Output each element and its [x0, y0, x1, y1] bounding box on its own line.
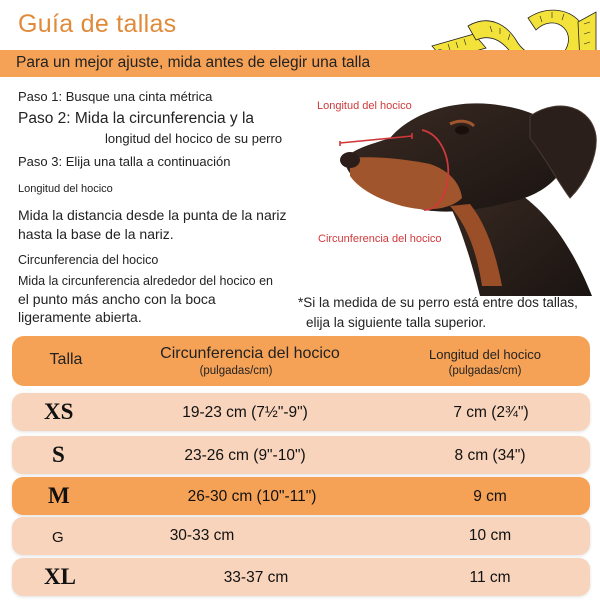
header-circumference-unit: (pulgadas/cm)	[199, 365, 273, 377]
length-heading: Longitud del hocico	[18, 183, 113, 195]
note-line-2: elija la siguiente talla superior.	[306, 315, 487, 330]
row-circumference: 26-30 cm (10"-11")	[187, 488, 317, 505]
header-size: Talla	[49, 351, 83, 368]
table-row-m	[12, 477, 590, 515]
diagram-length-label: Longitud del hocico	[317, 100, 412, 112]
circ-text-line-3: ligeramente abierta.	[18, 309, 142, 325]
step-3: Paso 3: Elija una talla a continuación	[18, 154, 231, 169]
row-circumference: 23-26 cm (9"-10")	[184, 447, 306, 464]
length-text-line-2: hasta la base de la nariz.	[18, 226, 174, 242]
row-size: XL	[44, 564, 76, 589]
row-length: 10 cm	[468, 527, 512, 544]
page-title: Guía de tallas	[18, 10, 177, 38]
row-length: 9 cm	[473, 488, 507, 505]
row-circumference: 19-23 cm (7½"-9")	[182, 404, 308, 421]
header-circumference: Circunferencia del hocico	[160, 345, 340, 362]
step-2-line-2: longitud del hocico de su perro	[105, 131, 283, 146]
banner-text: Para un mejor ajuste, mida antes de elegir una talla	[16, 54, 371, 71]
header-length-unit: (pulgadas/cm)	[448, 365, 522, 377]
circ-text-line-1: Mida la circunferencia alrededor del hocico en	[18, 274, 274, 288]
subtitle-banner	[0, 50, 600, 77]
table-row-s	[12, 436, 590, 474]
row-size: M	[48, 483, 70, 508]
step-1: Paso 1: Busque una cinta métrica	[18, 89, 213, 104]
header-length: Longitud del hocico	[428, 347, 542, 362]
step-2-line-1: Paso 2: Mida la circunferencia y la	[18, 110, 255, 127]
diagram-circ-label: Circunferencia del hocico	[318, 233, 442, 245]
note-line-1: *Si la medida de su perro está entre dos tallas,	[298, 295, 578, 310]
circ-heading: Circunferencia del hocico	[18, 253, 159, 267]
size-table-header	[12, 336, 590, 386]
length-text-line-1: Mida la distancia desde la punta de la nariz	[18, 207, 287, 223]
row-length: 8 cm (34")	[454, 447, 526, 464]
dog-head-illustration	[330, 86, 600, 296]
row-size: S	[52, 442, 65, 467]
row-circumference: 33-37 cm	[223, 569, 289, 586]
row-length: 11 cm	[469, 569, 511, 586]
row-size: G	[52, 529, 64, 546]
row-length: 7 cm (2¾")	[453, 404, 529, 421]
size-note	[298, 293, 578, 333]
circ-text-line-2: el punto más ancho con la boca	[18, 291, 216, 307]
row-size: XS	[44, 399, 74, 424]
row-circumference: 30-33 cm	[169, 527, 235, 544]
table-row-xl	[12, 558, 590, 596]
table-row-xs	[12, 393, 590, 431]
table-row-g	[12, 517, 590, 555]
